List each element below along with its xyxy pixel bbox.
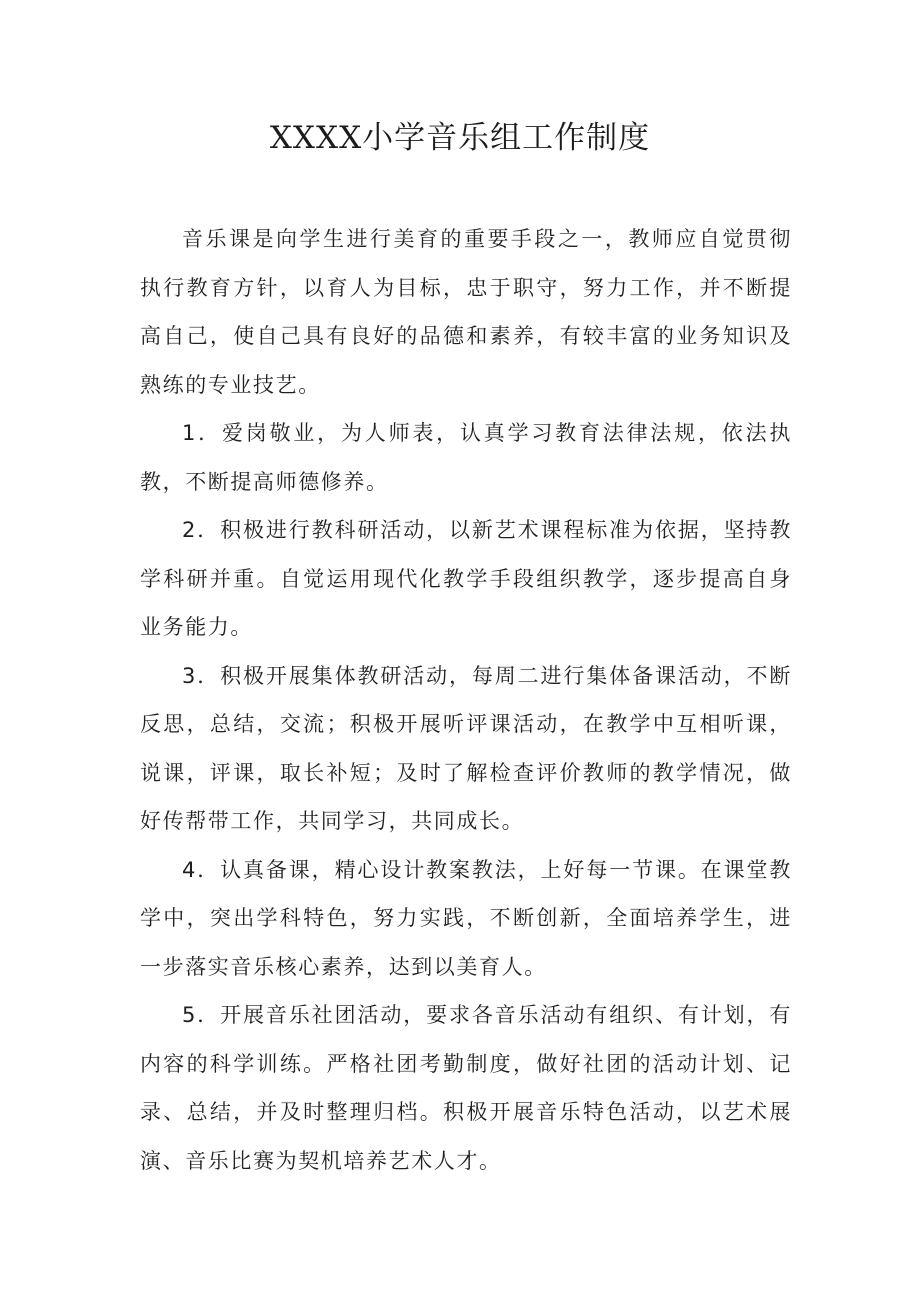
document-title: XXXX小学音乐组工作制度 (269, 120, 651, 156)
paragraph-intro: 音乐课是向学生进行美育的重要手段之一，教师应自觉贯彻执行教育方针，以育人为目标，忠于职守，努力工作，并不断提高自己，使自己具有良好的品德和素养，有较丰富的业务知识及熟练的专业技艺。 (140, 227, 792, 397)
paragraph-item-2: 2．积极进行教科研活动，以新艺术课程标准为依据，坚持教学科研并重。自觉运用现代化教学手段组织教学，逐步提高自身业务能力。 (140, 518, 792, 639)
paragraph-item-1: 1．爱岗敬业，为人师表，认真学习教育法律法规，依法执教，不断提高师德修养。 (140, 421, 792, 494)
paragraph-item-3: 3．积极开展集体教研活动，每周二进行集体备课活动，不断反思，总结，交流；积极开展听评课活动，在教学中互相听课，说课，评课，取长补短；及时了解检查评价教师的教学情况，做好传帮带工作，共同学习，共同成长。 (140, 663, 792, 833)
paragraph-item-4: 4．认真备课，精心设计教案教法，上好每一节课。在课堂教学中，突出学科特色，努力实践，不断创新，全面培养学生，进一步落实音乐核心素养，达到以美育人。 (140, 857, 792, 979)
paragraph-item-5: 5．开展音乐社团活动，要求各音乐活动有组织、有计划，有内容的科学训练。严格社团考勤制度，做好社团的活动计划、记录、总结，并及时整理归档。积极开展音乐特色活动，以艺术展演、音乐比赛为契机培养艺术人才。 (140, 1003, 792, 1173)
document-body (140, 215, 792, 1185)
